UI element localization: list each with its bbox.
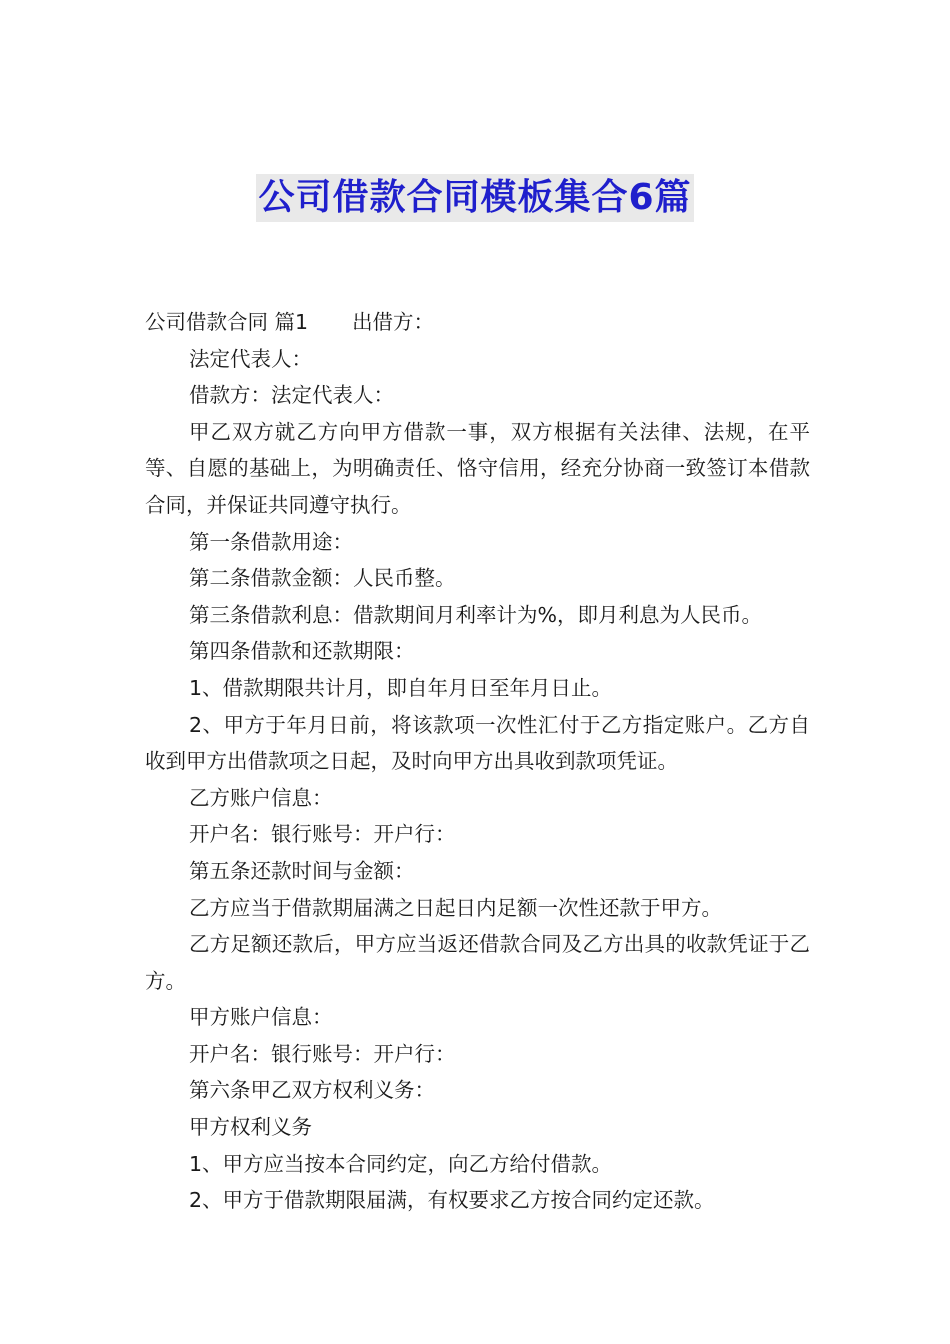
paragraph: 2、甲方于借款期限届满，有权要求乙方按合同约定还款。: [189, 1188, 715, 1213]
paragraph: 第六条甲乙双方权利义务：: [189, 1078, 435, 1103]
paragraph: 第二条借款金额：人民币整。: [189, 566, 456, 591]
paragraph: 甲方账户信息：: [189, 1005, 333, 1030]
paragraph: 第四条借款和还款期限：: [189, 639, 415, 664]
paragraph: 2、甲方于年月日前，将该款项一次性汇付于乙方指定账户。乙方自收到甲方出借款项之日起，及时向甲方出具收到款项凭证。: [145, 712, 810, 774]
paragraph: 甲乙双方就乙方向甲方借款一事，双方根据有关法律、法规，在平等、自愿的基础上，为明确责任、恪守信用，经充分协商一致签订本借款合同，并保证共同遵守执行。: [145, 419, 810, 517]
title-container: [0, 174, 950, 222]
first-line: [145, 304, 810, 341]
paragraph: 第三条借款利息：借款期间月利率计为%，即月利息为人民币。: [189, 602, 762, 627]
paragraph: 1、甲方应当按本合同约定，向乙方给付借款。: [189, 1151, 613, 1176]
paragraph: 甲方权利义务: [189, 1115, 312, 1140]
document-title: 公司借款合同模板集合6篇: [256, 174, 693, 222]
paragraph: 借款方：法定代表人：: [189, 383, 394, 408]
paragraph: 开户名：银行账号：开户行：: [189, 822, 456, 847]
paragraph-lender: 出借方：: [352, 310, 435, 334]
paragraph: 第五条还款时间与金额：: [189, 858, 415, 883]
paragraph: 1、借款期限共计月，即自年月日至年月日止。: [189, 675, 613, 700]
paragraph: 法定代表人：: [189, 346, 312, 371]
section-heading: 公司借款合同 篇1: [145, 310, 309, 334]
paragraph: 乙方足额还款后，甲方应当返还借款合同及乙方出具的收款凭证于乙方。: [145, 932, 810, 993]
paragraph: 乙方账户信息：: [189, 785, 333, 810]
document-body: [145, 304, 810, 1219]
paragraph: 开户名：银行账号：开户行：: [189, 1041, 456, 1066]
paragraph: 乙方应当于借款期届满之日起日内足额一次性还款于甲方。: [189, 895, 722, 920]
paragraph: 第一条借款用途：: [189, 529, 353, 554]
